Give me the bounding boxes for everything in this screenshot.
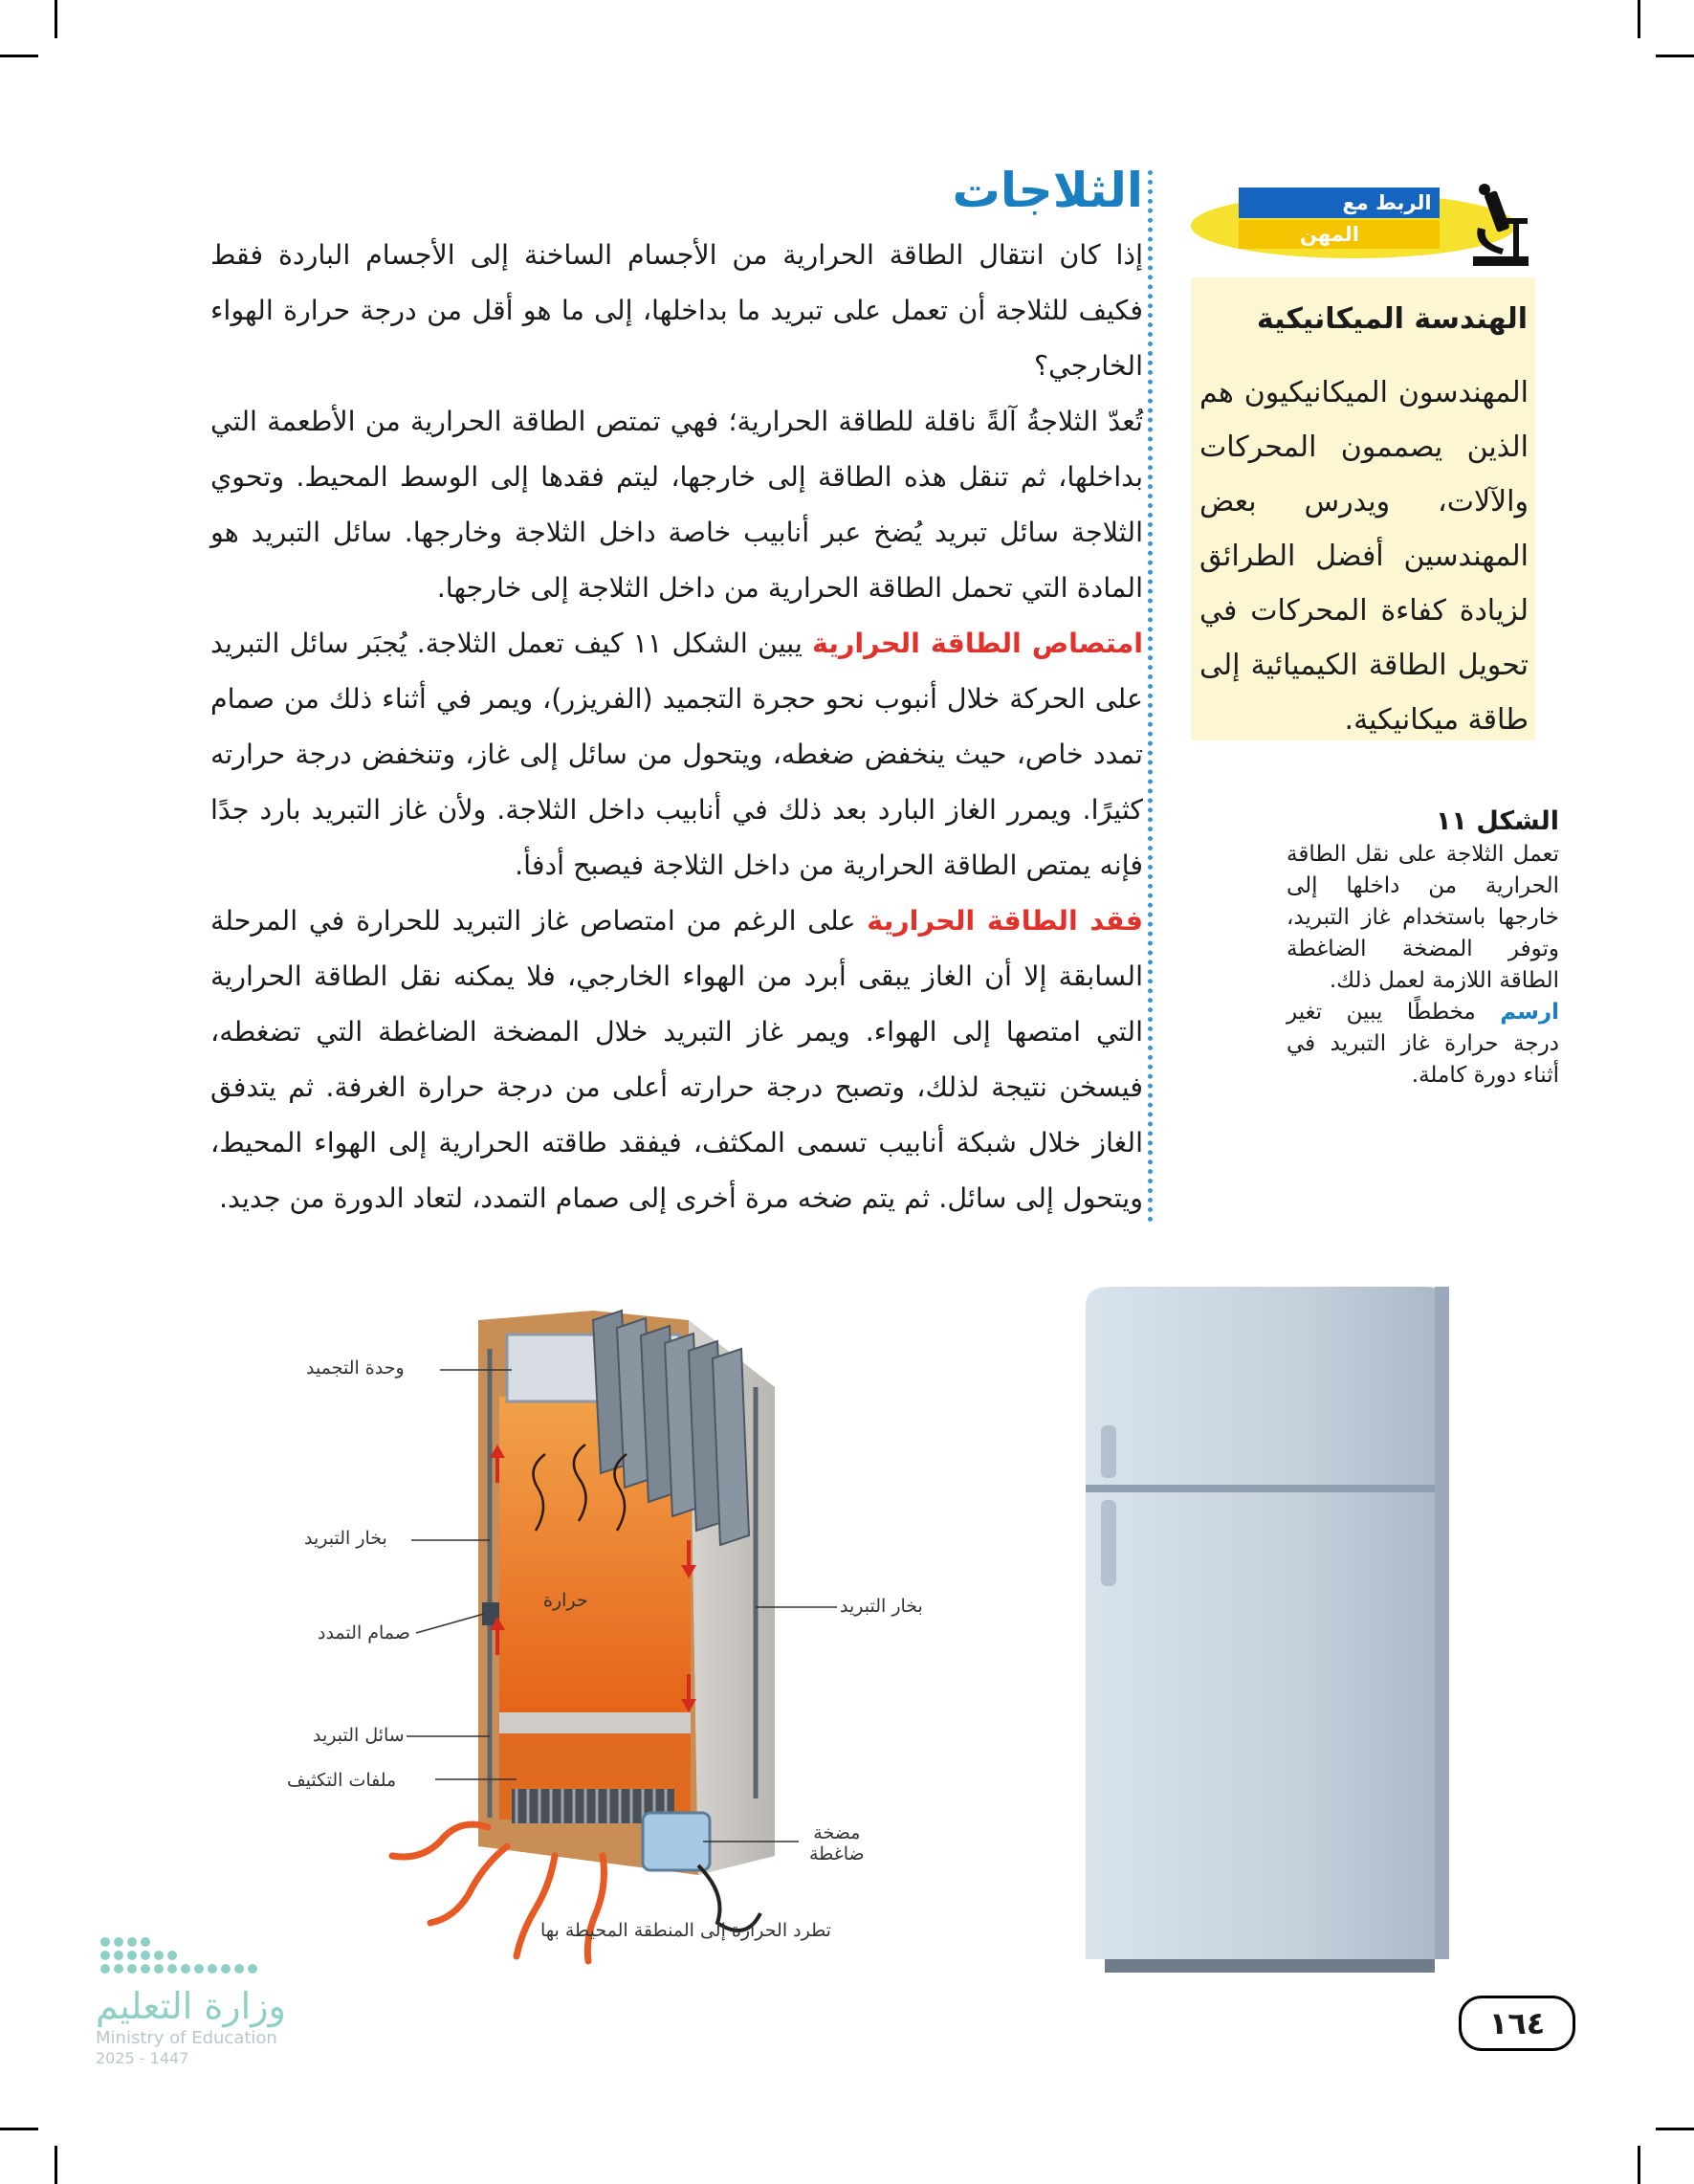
label-expansion-valve: صمام التمدد <box>318 1622 410 1644</box>
absorb-text: يبين الشكل ١١ كيف تعمل الثلاجة. يُجبَر سائل التبريد على الحركة خلال أنبوب نحو حجرة التجميد (الفريزر)، ويمر في أثناء ذلك من صمام تمدد خاص، حيث ينخفض ضغطه، ويتحول من سائل إلى غاز، وتنخفض درجة حرارته كثيرًا. ويمرر الغاز البارد بعد ذلك في أنابيب داخل الثلاجة. ولأن غاز التبريد بارد جدًا فإنه يمتص الطاقة الحرارية من داخل الثلاجة فيصبح أدفأ. <box>210 628 1143 881</box>
crop-mark <box>1638 0 1640 38</box>
draw-text: مخططًا يبين تغير درجة حرارة غاز التبريد في أثناء دورة كاملة. <box>1287 1000 1559 1088</box>
ministry-name-ar: وزارة التعليم <box>96 1985 286 2027</box>
label-compressor <box>809 1822 865 1864</box>
crop-mark <box>1638 2146 1640 2184</box>
crop-mark <box>0 2128 38 2130</box>
freezer-handle <box>1101 1425 1116 1478</box>
fridge-door <box>1086 1490 1449 1959</box>
ministry-name-en: Ministry of Education <box>96 2028 277 2048</box>
label-refrigerant-liquid: سائل التبريد <box>313 1725 405 1746</box>
label-heat: حرارة <box>543 1590 588 1611</box>
main-article <box>210 163 1143 1226</box>
release-text: على الرغم من امتصاص غاز التبريد للحرارة في المرحلة السابقة إلا أن الغاز يبقى أبرد من الهواء الخارجي، فلا يمكنه نقل الطاقة الحرارية التي امتصها إلى الهواء. ويمر غاز التبريد خلال المضخة الضاغطة التي تضغطه، فيسخن نتيجة لذلك، وتصبح درجة حرارته أعلى من درجة حرارة الغرفة. ثم يتدفق الغاز خلال شبكة أنابيب تسمى المكثف، فيفقد طاقته الحرارية إلى الهواء المحيط، ويتحول إلى سائل. ثم يتم ضخه مرة أخرى إلى صمام التمدد، لتعاد الدورة من جديد. <box>210 905 1143 1214</box>
label-refrigerant-vapor-right: بخار التبريد <box>840 1596 923 1617</box>
ministry-dots-icon <box>96 1932 316 1980</box>
fridge-shelf <box>499 1712 691 1733</box>
fridge-side-edge <box>1435 1287 1449 1959</box>
figure-caption <box>1157 805 1559 1092</box>
career-banner <box>1186 180 1535 271</box>
draw-label: ارسم <box>1500 1000 1560 1025</box>
crop-mark <box>55 0 57 38</box>
career-text: المهندسون الميكانيكيون هم الذين يصممون المحركات والآلات، ويدرس بعض المهندسين أفضل الطرائق لزيادة كفاءة المحركات في تحويل الطاقة الكيميائية إلى طاقة ميكانيكية. <box>1199 376 1529 737</box>
page-title: الثلاجات <box>952 163 1143 218</box>
banner-top-text: الربط مع <box>1342 191 1432 214</box>
caption-label: الشكل ١١ <box>1435 806 1559 836</box>
caption-body <box>1287 839 1559 1092</box>
fridge-handle <box>1101 1500 1116 1586</box>
label-condenser-coils: ملفات التكثيف <box>287 1770 397 1791</box>
fridge-base <box>1105 1959 1435 1973</box>
absorb-term: امتصاص الطاقة الحرارية <box>812 628 1143 659</box>
label-compressor-line2: ضاغطة <box>809 1843 865 1864</box>
crop-mark <box>0 55 38 57</box>
crop-mark <box>1656 55 1694 57</box>
label-freezer-unit: وحدة التجميد <box>306 1357 405 1379</box>
door-gap <box>1086 1485 1449 1492</box>
crop-mark <box>1656 2128 1694 2130</box>
intro-paragraph-2: تُعدّ الثلاجةُ آلةً ناقلة للطاقة الحرارية؛ فهي تمتص الطاقة الحرارية من الأطعمة التي بداخلها، ثم تنقل هذه الطاقة إلى خارجها، ليتم فقدها إلى الوسط المحيط. وتحوي الثلاجة سائل تبريد يُضخ عبر أنابيب خاصة داخل الثلاجة وخارجها. سائل التبريد هو المادة التي تحمل الطاقة الحرارية من داخل الثلاجة إلى خارجها. <box>210 406 1143 604</box>
caption-text: تعمل الثلاجة على نقل الطاقة الحرارية من داخلها إلى خارجها باستخدام غاز التبريد، وتوفر المضخة الضاغطة الطاقة اللازمة لعمل ذلك. <box>1287 842 1559 993</box>
ministry-logo <box>96 1932 316 2068</box>
column-divider <box>1148 170 1153 1223</box>
release-term: فقد الطاقة الحرارية <box>867 905 1144 937</box>
career-title: الهندسة الميكانيكية <box>1256 302 1528 336</box>
freezer-door <box>1086 1287 1449 1488</box>
crop-mark <box>55 2146 57 2184</box>
refrigerator-photo <box>1067 1282 1468 1980</box>
absorb-paragraph <box>210 616 1143 893</box>
intro-paragraph: إذا كان انتقال الطاقة الحرارية من الأجسام الساخنة إلى الأجسام الباردة فقط فكيف للثلاجة أن تعمل على تبريد ما بداخلها، إلى ما هو أقل من درجة حرارة الهواء الخارجي؟ <box>210 239 1143 382</box>
label-compressor-line1: مضخة <box>813 1822 861 1843</box>
release-paragraph <box>210 893 1143 1226</box>
page-number: ١٦٤ <box>1459 1996 1575 2051</box>
ministry-year: 2025 - 1447 <box>96 2049 189 2067</box>
label-refrigerant-vapor-left: بخار التبريد <box>304 1528 387 1549</box>
label-expel-heat: تطرد الحرارة إلى المنطقة المحيطة بها <box>540 1920 831 1941</box>
banner-bottom-text: المهن <box>1300 223 1359 246</box>
